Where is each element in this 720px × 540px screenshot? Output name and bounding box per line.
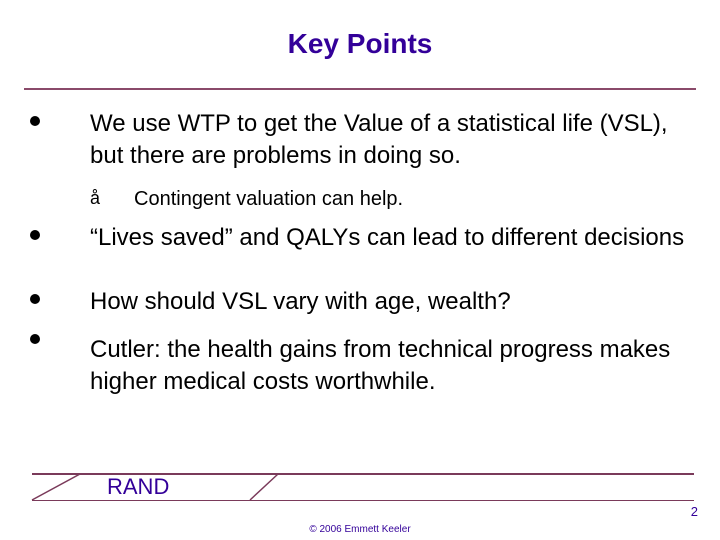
bullet-text-lives-saved: “Lives saved” and QALYs can lead to different decisions [90,224,685,251]
footer-rand-label: RAND [107,474,170,499]
bullet-text-vsl-age: How should VSL vary with age, wealth? [90,288,511,315]
copyright-notice: © 2006 Emmett Keeler [309,524,411,535]
bullet-icon [30,230,40,240]
sub-bullet-text: Contingent valuation can help. [134,188,404,210]
sub-bullet-icon: å [90,188,101,208]
footer-rule-lower [32,500,694,501]
page-number: 2 [690,504,698,519]
bullet-icon [30,294,40,304]
bullet-text-cutler: Cutler: the health gains from technical progress makes higher medical costs worthwhile. [90,336,671,395]
bullet-icon [30,334,40,344]
title-divider [24,88,696,90]
slide-title: Key Points [287,28,433,59]
bullet-icon [30,116,40,126]
bullet-text-vsl: We use WTP to get the Value of a statistical life (VSL), but there are problems in doing so. [90,110,668,169]
